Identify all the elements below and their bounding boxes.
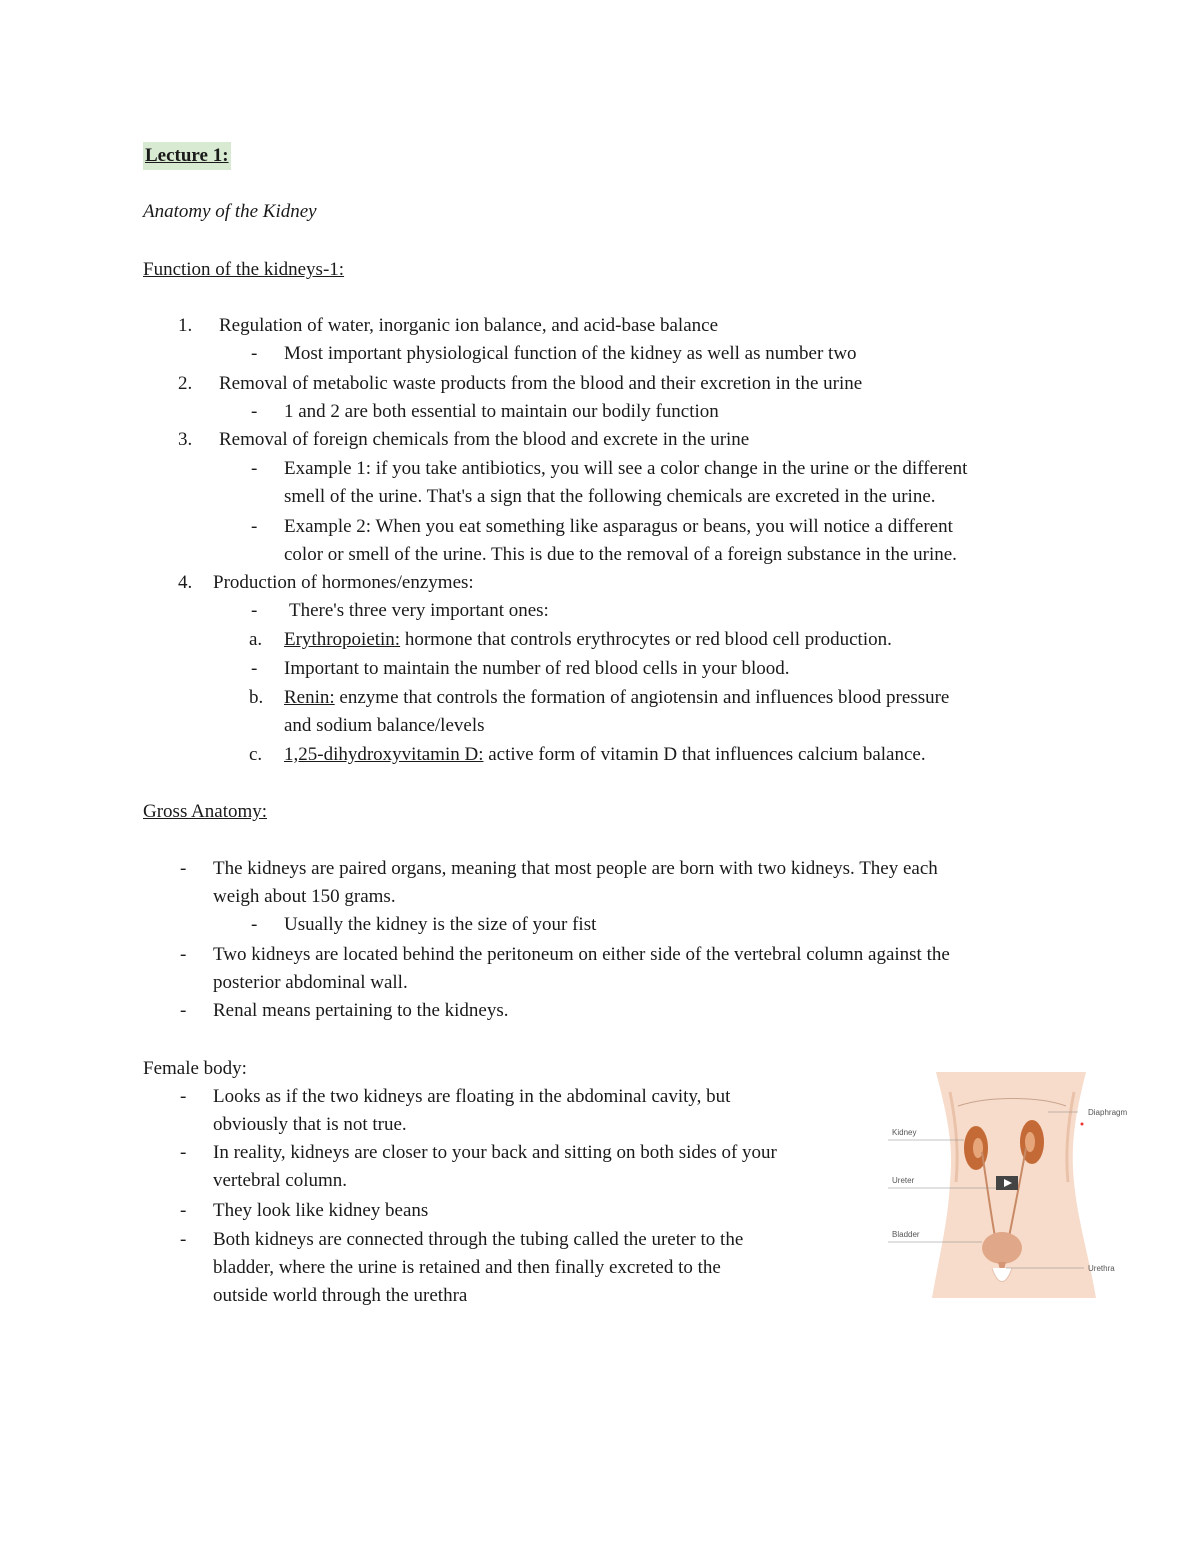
page-subtitle: Anatomy of the Kidney: [143, 201, 317, 222]
functions-heading: Function of the kidneys-1:: [143, 259, 345, 280]
list-item: They look like kidney beans: [213, 1200, 429, 1221]
list-item: In reality, kidneys are closer to your back and sitting on both sides of your: [213, 1142, 777, 1163]
dash-marker: -: [180, 1142, 187, 1163]
list-item: Removal of foreign chemicals from the blood and excrete in the urine: [219, 429, 750, 450]
list-number: 3.: [178, 429, 193, 450]
list-subitem-cont: color or smell of the urine. This is due to the removal of a foreign substance in the urine.: [284, 544, 957, 565]
list-item: Removal of metabolic waste products from the blood and their excretion in the urine: [219, 373, 863, 394]
list-subitem: Renin: enzyme that controls the formation of angiotensin and influences blood pressure: [284, 687, 950, 708]
dash-marker: -: [251, 343, 258, 364]
list-item-cont: outside world through the urethra: [213, 1285, 468, 1306]
list-subitem: 1 and 2 are both essential to maintain our bodily function: [284, 401, 719, 422]
label-urethra: Urethra: [1088, 1264, 1115, 1273]
dash-marker: -: [180, 1229, 187, 1250]
label-bladder: Bladder: [892, 1230, 920, 1239]
list-item: The kidneys are paired organs, meaning that most people are born with two kidneys. They each: [213, 858, 938, 879]
dash-marker: -: [251, 658, 258, 679]
list-item: Renal means pertaining to the kidneys.: [213, 1000, 509, 1021]
list-item-cont: vertebral column.: [213, 1170, 348, 1191]
list-number: 1.: [178, 315, 193, 336]
list-subitem-cont: smell of the urine. That's a sign that the following chemicals are excreted in the urine.: [284, 486, 936, 507]
dash-marker: -: [180, 944, 187, 965]
dash-marker: -: [251, 516, 258, 537]
dash-marker: -: [180, 1086, 187, 1107]
urinary-system-figure: [888, 1072, 1144, 1298]
list-item-cont: obviously that is not true.: [213, 1114, 407, 1135]
list-subitem: Example 2: When you eat something like asparagus or beans, you will notice a different: [284, 516, 953, 537]
list-subitem-cont: and sodium balance/levels: [284, 715, 485, 736]
dash-marker: -: [180, 1200, 187, 1221]
list-item-cont: weigh about 150 grams.: [213, 886, 396, 907]
label-diaphragm: Diaphragm: [1088, 1108, 1128, 1117]
list-number: 4.: [178, 572, 193, 593]
term-erythropoietin: Erythropoietin:: [284, 629, 401, 650]
list-letter: c.: [249, 744, 263, 765]
term-renin: Renin:: [284, 687, 335, 708]
list-subitem: Most important physiological function of the kidney as well as number two: [284, 343, 857, 364]
list-item-cont: bladder, where the urine is retained and then finally excreted to the: [213, 1257, 721, 1278]
page-title: Lecture 1:: [143, 142, 231, 170]
list-subitem: 1,25-dihydroxyvitamin D: active form of vitamin D that influences calcium balance.: [284, 744, 926, 765]
gross-anatomy-heading: Gross Anatomy:: [143, 801, 268, 822]
list-item: Two kidneys are located behind the peritoneum on either side of the vertebral column against the: [213, 944, 950, 965]
label-ureter: Ureter: [892, 1176, 915, 1185]
list-item: Regulation of water, inorganic ion balance, and acid-base balance: [219, 315, 719, 336]
list-item: Production of hormones/enzymes:: [213, 572, 474, 593]
dash-marker: -: [180, 1000, 187, 1021]
dash-marker: -: [251, 600, 258, 621]
list-subitem: Usually the kidney is the size of your fist: [284, 914, 597, 935]
term-vitamin-d: 1,25-dihydroxyvitamin D:: [284, 744, 484, 765]
list-subitem: Example 1: if you take antibiotics, you will see a color change in the urine or the different: [284, 458, 968, 479]
list-subitem: Erythropoietin: hormone that controls erythrocytes or red blood cell production.: [284, 629, 892, 650]
label-kidney: Kidney: [892, 1128, 917, 1137]
list-number: 2.: [178, 373, 193, 394]
list-subitem: Important to maintain the number of red blood cells in your blood.: [284, 658, 790, 679]
dash-marker: -: [251, 458, 258, 479]
list-letter: a.: [249, 629, 263, 650]
list-letter: b.: [249, 687, 264, 708]
female-body-heading: Female body:: [143, 1058, 247, 1079]
list-item: Both kidneys are connected through the tubing called the ureter to the: [213, 1229, 744, 1250]
dash-marker: -: [180, 858, 187, 879]
dash-marker: -: [251, 401, 258, 422]
list-item: Looks as if the two kidneys are floating in the abdominal cavity, but: [213, 1086, 731, 1107]
list-subitem: There's three very important ones:: [289, 600, 549, 621]
dash-marker: -: [251, 914, 258, 935]
list-item-cont: posterior abdominal wall.: [213, 972, 408, 993]
